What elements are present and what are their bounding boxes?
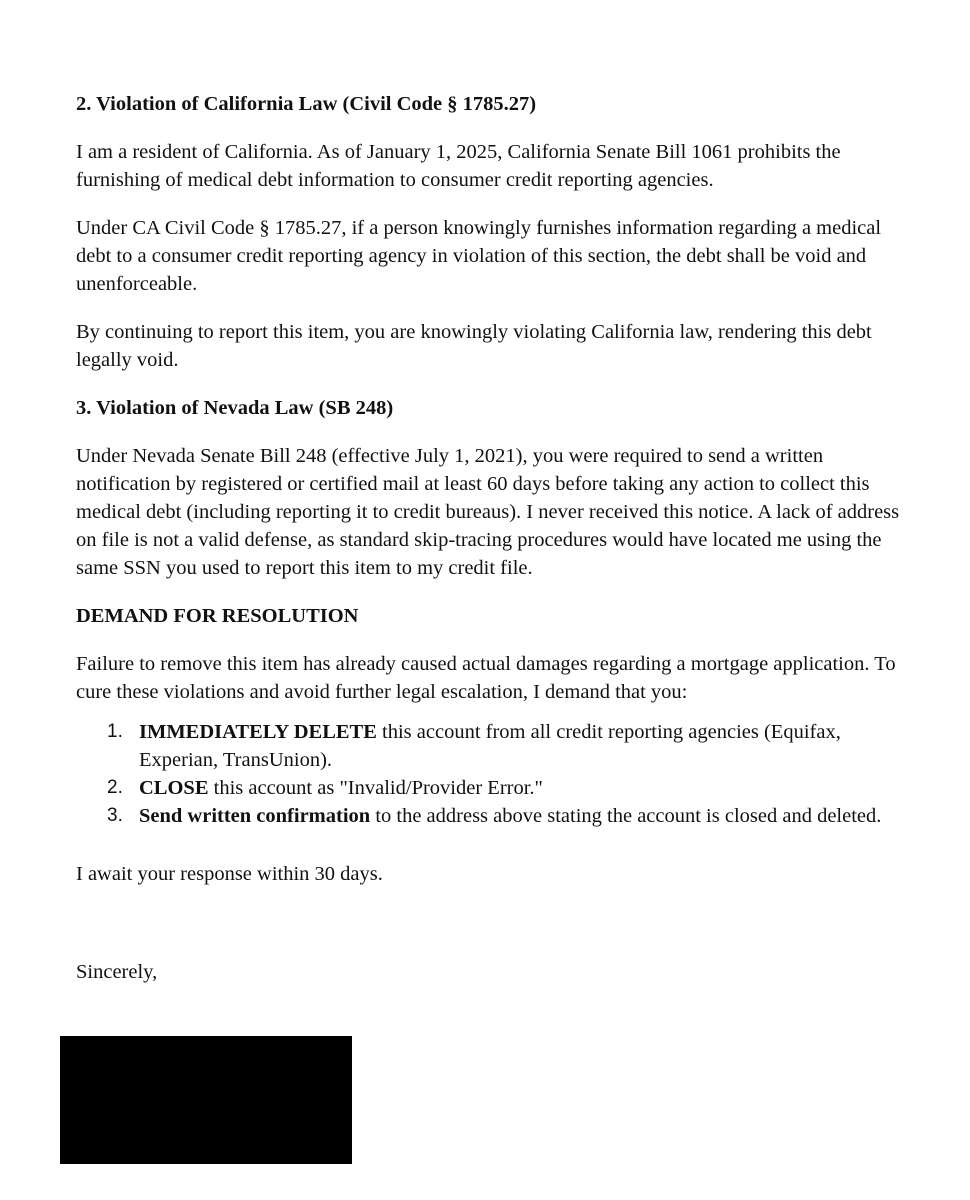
demand-item-action: CLOSE xyxy=(139,777,209,799)
section-2-paragraph-2: Under CA Civil Code § 1785.27, if a person knowingly furnishes information regarding a medical debt to a consumer credit reporting agency in violation of this section, the debt shall be void and unenforceable. xyxy=(76,217,882,295)
closing-sign-off: Sincerely, xyxy=(76,961,158,983)
demand-item-close xyxy=(76,774,906,802)
demand-intro: Failure to remove this item has already caused actual damages regarding a mortgage application. To cure these violations and avoid further legal escalation, I demand that you: xyxy=(76,653,896,703)
letter-body xyxy=(76,90,906,986)
demand-item-number: 3. xyxy=(107,805,123,826)
demand-item-number: 2. xyxy=(107,777,123,798)
demand-item-action: Send written confirmation xyxy=(139,805,371,827)
signature-redaction-block xyxy=(60,1036,352,1164)
section-3-paragraph-1: Under Nevada Senate Bill 248 (effective July 1, 2021), you were required to send a written notification by registered or certified mail at least 60 days before taking any action to collect this medical debt (including reporting it to credit bureaus). I never received this notice. A lack of address on file is not a valid defense, as standard skip-tracing procedures would have located me using the same SSN you used to report this item to my credit file. xyxy=(76,445,900,579)
section-2-paragraph-3: By continuing to report this item, you are knowingly violating California law, rendering this debt legally void. xyxy=(76,321,872,371)
demand-item-delete xyxy=(76,718,906,774)
demand-item-confirmation xyxy=(76,802,906,830)
demand-item-number: 1. xyxy=(107,721,123,742)
demand-item-text: this account as "Invalid/Provider Error." xyxy=(208,777,543,799)
section-2-paragraph-1: I am a resident of California. As of January 1, 2025, California Senate Bill 1061 prohibits the furnishing of medical debt information to consumer credit reporting agencies. xyxy=(76,141,841,191)
demand-heading: DEMAND FOR RESOLUTION xyxy=(76,605,359,627)
demand-item-text: this account from all credit reporting agencies (Equifax, Experian, TransUnion). xyxy=(139,721,841,771)
closing-await-line: I await your response within 30 days. xyxy=(76,863,383,885)
demand-item-action: IMMEDIATELY DELETE xyxy=(139,721,377,743)
section-2-heading: 2. Violation of California Law (Civil Code § 1785.27) xyxy=(76,93,537,115)
demand-list xyxy=(76,718,906,830)
demand-item-text: to the address above stating the account is closed and deleted. xyxy=(370,805,882,827)
section-3-heading: 3. Violation of Nevada Law (SB 248) xyxy=(76,397,394,419)
